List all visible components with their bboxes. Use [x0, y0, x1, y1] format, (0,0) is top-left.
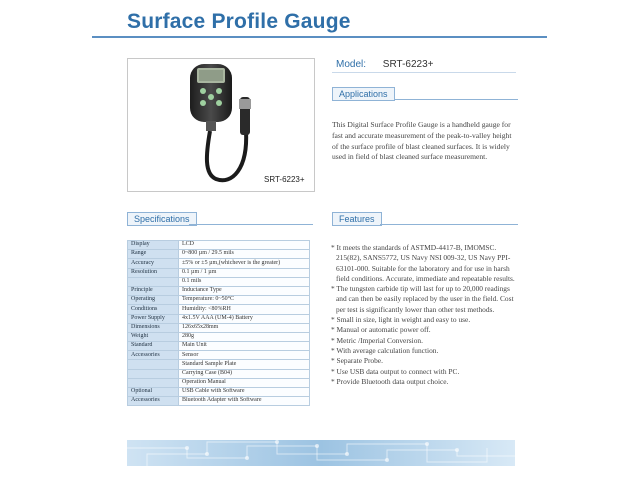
product-image [127, 58, 315, 192]
model-divider [332, 72, 516, 73]
spec-row [128, 360, 310, 369]
product-model-caption: SRT-6223+ [264, 175, 305, 184]
model-row [336, 59, 433, 70]
specifications-heading: Specifications [127, 212, 197, 226]
features-list [331, 243, 519, 387]
applications-heading: Applications [332, 87, 395, 101]
spec-value: Standard Sample Plate [179, 360, 310, 369]
spec-key: Display [128, 241, 179, 250]
spec-key [128, 277, 179, 286]
spec-key: Optional [128, 388, 179, 397]
spec-row [128, 332, 310, 341]
spec-key: Range [128, 250, 179, 259]
spec-row [128, 250, 310, 259]
spec-row [128, 397, 310, 406]
spec-key: Standard [128, 342, 179, 351]
feature-item: * Small in size, light in weight and easy to use. [331, 315, 471, 325]
spec-value: 0.1 mils [179, 277, 310, 286]
spec-key [128, 369, 179, 378]
spec-row [128, 296, 310, 305]
spec-value: 126x65x28mm [179, 323, 310, 332]
title-divider [92, 36, 547, 38]
spec-row [128, 305, 310, 314]
feature-item: * Metric /Imperial Conversion. [331, 335, 423, 345]
applications-section-header [332, 87, 518, 99]
feature-item: * With average calculation function. [331, 345, 439, 355]
spec-value: Main Unit [179, 342, 310, 351]
circuit-board-banner [127, 440, 515, 466]
spec-value: ±5% or ±5 µm,(whichever is the greater) [179, 259, 310, 268]
spec-value: Carrying Case (B04) [179, 369, 310, 378]
specifications-table [127, 240, 310, 406]
features-section-header [332, 212, 518, 224]
spec-key: Accessories [128, 397, 179, 406]
features-heading: Features [332, 212, 382, 226]
spec-row [128, 378, 310, 387]
spec-key: Resolution [128, 268, 179, 277]
feature-item: * It meets the standards of ASTMD-4417-B, IMOMSC. 215(82), SANS5772, US Navy NSI 009-32, US Navy PPI-63101-000. Suitable for the laboratory and for use in harsh field conditions. Accurate, immediate and repeatable results. [331, 243, 515, 283]
spec-key: Accessories [128, 351, 179, 360]
page-title: Surface Profile Gauge [127, 10, 351, 33]
spec-row [128, 369, 310, 378]
feature-item: * Use USB data output to connect with PC. [331, 366, 460, 376]
spec-value: USB Cable with Software [179, 388, 310, 397]
features-rule [380, 224, 518, 225]
spec-row [128, 323, 310, 332]
spec-key: Accuracy [128, 259, 179, 268]
spec-value: Sensor [179, 351, 310, 360]
spec-key: Dimensions [128, 323, 179, 332]
spec-key: Power Supply [128, 314, 179, 323]
specifications-section-header [127, 212, 313, 224]
model-label: Model: [336, 59, 367, 70]
specifications-rule [189, 224, 313, 225]
spec-key: Principle [128, 286, 179, 295]
spec-row [128, 268, 310, 277]
feature-item: * Manual or automatic power off. [331, 325, 431, 335]
spec-value: Temperature: 0~50°C [179, 296, 310, 305]
spec-value: Humidity: <80%RH [179, 305, 310, 314]
gauge-illustration [128, 59, 314, 191]
spec-key: Weight [128, 332, 179, 341]
feature-item: * Separate Probe. [331, 356, 383, 366]
spec-value: Bluetooth Adapter with Software [179, 397, 310, 406]
spec-key: Conditions [128, 305, 179, 314]
spec-value: 0.1 µm / 1 µm [179, 268, 310, 277]
spec-value: LCD [179, 241, 310, 250]
spec-row [128, 388, 310, 397]
spec-key [128, 360, 179, 369]
spec-value: 280g [179, 332, 310, 341]
feature-item: * The tungsten carbide tip will last for up to 20,000 readings and can then be easily replaced by the user in the field. Cost per test is significantly lower than other test methods. [331, 284, 514, 314]
applications-text: This Digital Surface Profile Gauge is a handheld gauge for fast and accurate measurement of the peak-to-valley height of the surface profile of blast cleaned surfaces. It is widely used in field of blast cleaned surface measurement. [332, 120, 512, 162]
applications-rule [394, 99, 518, 100]
model-value: SRT-6223+ [382, 59, 434, 70]
spec-row [128, 314, 310, 323]
spec-value: Inductance Type [179, 286, 310, 295]
spec-row [128, 286, 310, 295]
spec-value: 4x1.5V AAA (UM-4) Battery [179, 314, 310, 323]
spec-value: Operation Manual [179, 378, 310, 387]
spec-row [128, 241, 310, 250]
spec-key: Operating [128, 296, 179, 305]
spec-value: 0~800 µm / 29.5 mils [179, 250, 310, 259]
spec-row [128, 351, 310, 360]
spec-key [128, 378, 179, 387]
feature-item: * Provide Bluetooth data output choice. [331, 376, 449, 386]
spec-row [128, 277, 310, 286]
spec-row [128, 342, 310, 351]
spec-row [128, 259, 310, 268]
